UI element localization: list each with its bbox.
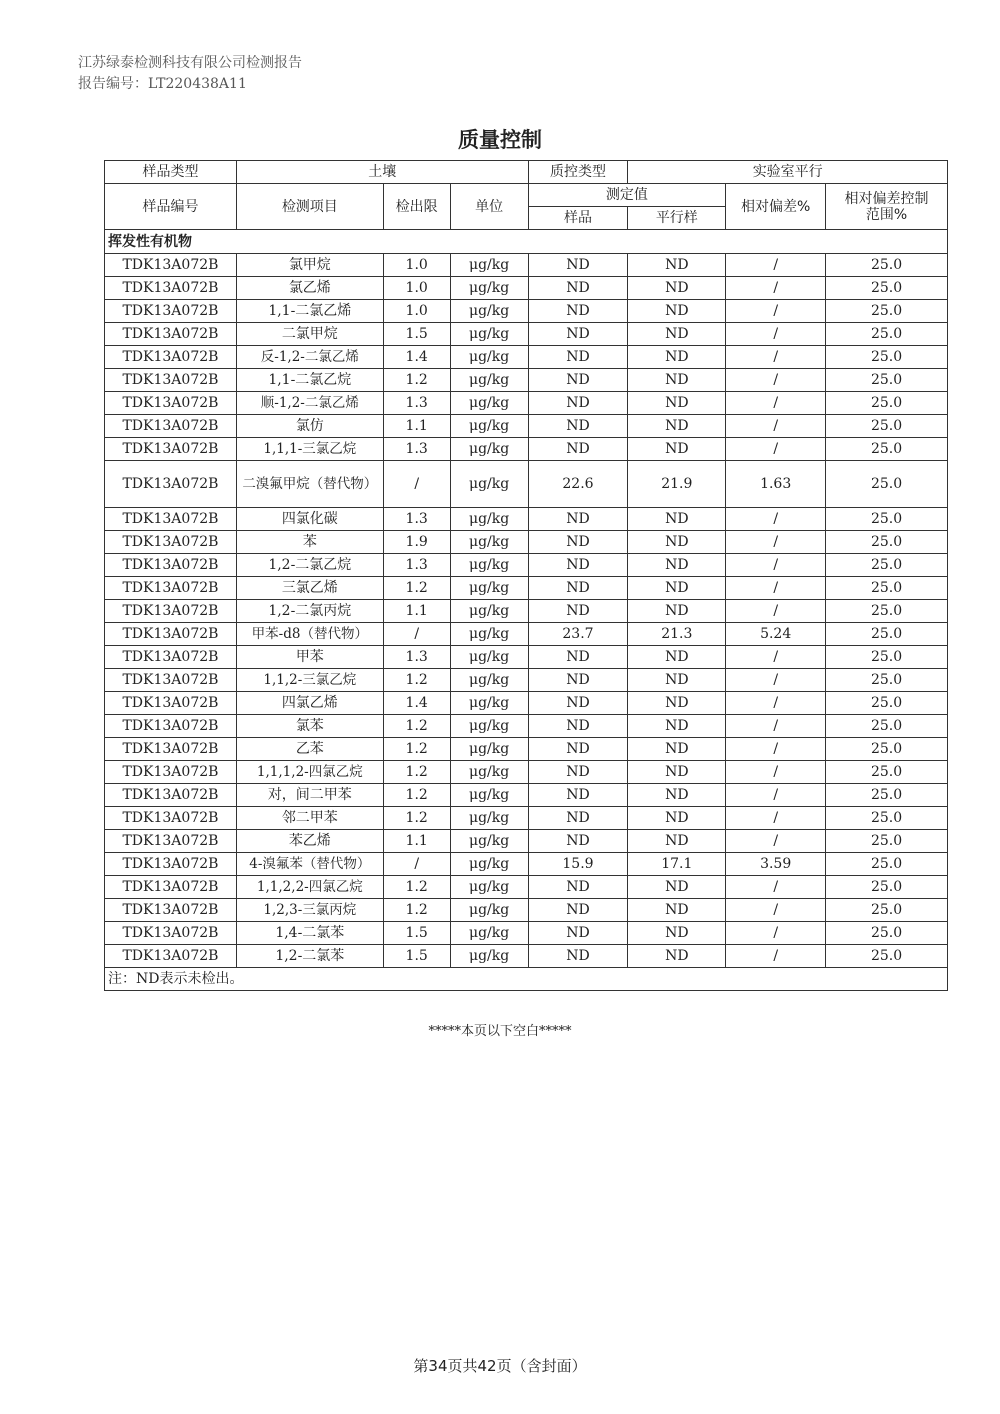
blank-below-note: *****本页以下空白***** xyxy=(428,1024,572,1039)
cell-relative-deviation: / xyxy=(726,692,826,715)
table-row xyxy=(105,646,948,669)
cell-parallel-value: ND xyxy=(628,807,726,830)
cell-deviation-range: 25.0 xyxy=(826,277,948,300)
table-row xyxy=(105,254,948,277)
cell-item: 1,1,2-三氯乙烷 xyxy=(236,669,383,692)
table-row xyxy=(105,715,948,738)
cell-parallel-value: 17.1 xyxy=(628,853,726,876)
cell-sample-value: ND xyxy=(528,277,628,300)
cell-deviation-range: 25.0 xyxy=(826,554,948,577)
table-row xyxy=(105,461,948,508)
table-row xyxy=(105,807,948,830)
cell-deviation-range: 25.0 xyxy=(826,369,948,392)
cell-item: 乙苯 xyxy=(236,738,383,761)
col-measured: 测定值 xyxy=(528,184,726,207)
cell-unit: μg/kg xyxy=(450,577,528,600)
cell-unit: μg/kg xyxy=(450,692,528,715)
cell-relative-deviation: / xyxy=(726,761,826,784)
cell-sample-id: TDK13A072B xyxy=(105,853,237,876)
col-limit: 检出限 xyxy=(383,184,450,230)
cell-relative-deviation: 1.63 xyxy=(726,461,826,508)
cell-sample-id: TDK13A072B xyxy=(105,761,237,784)
cell-sample-value: ND xyxy=(528,830,628,853)
cell-unit: μg/kg xyxy=(450,853,528,876)
cell-unit: μg/kg xyxy=(450,945,528,968)
table-row xyxy=(105,623,948,646)
cell-item: 二氯甲烷 xyxy=(236,323,383,346)
cell-sample-id: TDK13A072B xyxy=(105,323,237,346)
cell-relative-deviation: / xyxy=(726,369,826,392)
cell-sample-id: TDK13A072B xyxy=(105,508,237,531)
qc-type-value: 实验室平行 xyxy=(628,161,948,184)
cell-relative-deviation: / xyxy=(726,738,826,761)
cell-unit: μg/kg xyxy=(450,415,528,438)
table-row xyxy=(105,323,948,346)
cell-deviation-range: 25.0 xyxy=(826,738,948,761)
table-row xyxy=(105,346,948,369)
cell-parallel-value: ND xyxy=(628,876,726,899)
cell-detection-limit: 1.5 xyxy=(383,922,450,945)
cell-parallel-value: ND xyxy=(628,646,726,669)
cell-item: 1,2-二氯乙烷 xyxy=(236,554,383,577)
cell-detection-limit: 1.2 xyxy=(383,738,450,761)
cell-relative-deviation: / xyxy=(726,600,826,623)
cell-relative-deviation: / xyxy=(726,945,826,968)
cell-unit: μg/kg xyxy=(450,876,528,899)
cell-parallel-value: ND xyxy=(628,738,726,761)
cell-unit: μg/kg xyxy=(450,922,528,945)
cell-sample-value: ND xyxy=(528,531,628,554)
cell-deviation-range: 25.0 xyxy=(826,415,948,438)
page-footer: 第34页共42页（含封面） xyxy=(413,1357,587,1375)
table-row xyxy=(105,415,948,438)
table-row xyxy=(105,922,948,945)
cell-deviation-range: 25.0 xyxy=(826,669,948,692)
cell-item: 氯苯 xyxy=(236,715,383,738)
cell-detection-limit: 1.4 xyxy=(383,692,450,715)
cell-detection-limit: 1.0 xyxy=(383,254,450,277)
cell-detection-limit: 1.3 xyxy=(383,508,450,531)
cell-sample-id: TDK13A072B xyxy=(105,300,237,323)
cell-sample-value: ND xyxy=(528,876,628,899)
cell-relative-deviation: 3.59 xyxy=(726,853,826,876)
cell-detection-limit: 1.5 xyxy=(383,945,450,968)
cell-sample-value: ND xyxy=(528,508,628,531)
cell-parallel-value: ND xyxy=(628,899,726,922)
table-note: 注：ND表示未检出。 xyxy=(105,968,948,991)
cell-item: 1,2-二氯丙烷 xyxy=(236,600,383,623)
report-number: 报告编号：LT220438A11 xyxy=(78,76,247,92)
cell-sample-value: ND xyxy=(528,369,628,392)
company-header: 江苏绿泰检测科技有限公司检测报告 xyxy=(78,55,302,71)
cell-sample-value: ND xyxy=(528,738,628,761)
cell-unit: μg/kg xyxy=(450,646,528,669)
cell-parallel-value: ND xyxy=(628,784,726,807)
col-item: 检测项目 xyxy=(236,184,383,230)
cell-item: 二溴氟甲烷（替代物） xyxy=(236,461,383,508)
cell-unit: μg/kg xyxy=(450,346,528,369)
cell-deviation-range: 25.0 xyxy=(826,461,948,508)
cell-detection-limit: 1.2 xyxy=(383,715,450,738)
cell-detection-limit: 1.2 xyxy=(383,899,450,922)
cell-item: 顺-1,2-二氯乙烯 xyxy=(236,392,383,415)
cell-deviation-range: 25.0 xyxy=(826,531,948,554)
cell-item: 四氯乙烯 xyxy=(236,692,383,715)
cell-sample-id: TDK13A072B xyxy=(105,876,237,899)
cell-parallel-value: ND xyxy=(628,392,726,415)
cell-detection-limit: 1.2 xyxy=(383,577,450,600)
cell-detection-limit: 1.3 xyxy=(383,554,450,577)
table-row xyxy=(105,554,948,577)
cell-relative-deviation: / xyxy=(726,438,826,461)
cell-sample-id: TDK13A072B xyxy=(105,554,237,577)
cell-sample-value: ND xyxy=(528,922,628,945)
table-row xyxy=(105,738,948,761)
cell-sample-value: ND xyxy=(528,415,628,438)
cell-deviation-range: 25.0 xyxy=(826,300,948,323)
cell-sample-id: TDK13A072B xyxy=(105,738,237,761)
cell-sample-id: TDK13A072B xyxy=(105,531,237,554)
cell-sample-id: TDK13A072B xyxy=(105,438,237,461)
cell-detection-limit: 1.3 xyxy=(383,438,450,461)
cell-sample-id: TDK13A072B xyxy=(105,646,237,669)
cell-detection-limit: / xyxy=(383,853,450,876)
table-row xyxy=(105,945,948,968)
cell-detection-limit: 1.2 xyxy=(383,669,450,692)
cell-deviation-range: 25.0 xyxy=(826,899,948,922)
cell-detection-limit: 1.9 xyxy=(383,531,450,554)
table-row xyxy=(105,277,948,300)
cell-sample-id: TDK13A072B xyxy=(105,369,237,392)
cell-parallel-value: 21.9 xyxy=(628,461,726,508)
cell-relative-deviation: / xyxy=(726,646,826,669)
cell-parallel-value: ND xyxy=(628,922,726,945)
cell-parallel-value: 21.3 xyxy=(628,623,726,646)
cell-unit: μg/kg xyxy=(450,461,528,508)
cell-sample-id: TDK13A072B xyxy=(105,254,237,277)
cell-sample-value: ND xyxy=(528,438,628,461)
col-sample-id: 样品编号 xyxy=(105,184,237,230)
cell-unit: μg/kg xyxy=(450,392,528,415)
cell-detection-limit: 1.3 xyxy=(383,646,450,669)
cell-detection-limit: 1.0 xyxy=(383,277,450,300)
cell-sample-value: ND xyxy=(528,761,628,784)
cell-sample-value: ND xyxy=(528,646,628,669)
cell-item: 1,1,2,2-四氯乙烷 xyxy=(236,876,383,899)
cell-item: 苯乙烯 xyxy=(236,830,383,853)
table-row xyxy=(105,392,948,415)
cell-relative-deviation: / xyxy=(726,300,826,323)
cell-sample-id: TDK13A072B xyxy=(105,692,237,715)
cell-detection-limit: 1.0 xyxy=(383,300,450,323)
cell-item: 三氯乙烯 xyxy=(236,577,383,600)
cell-unit: μg/kg xyxy=(450,254,528,277)
cell-deviation-range: 25.0 xyxy=(826,853,948,876)
cell-sample-id: TDK13A072B xyxy=(105,346,237,369)
cell-sample-id: TDK13A072B xyxy=(105,277,237,300)
cell-sample-id: TDK13A072B xyxy=(105,669,237,692)
cell-parallel-value: ND xyxy=(628,761,726,784)
cell-unit: μg/kg xyxy=(450,715,528,738)
cell-sample-value: ND xyxy=(528,323,628,346)
cell-deviation-range: 25.0 xyxy=(826,346,948,369)
cell-parallel-value: ND xyxy=(628,554,726,577)
cell-unit: μg/kg xyxy=(450,508,528,531)
cell-unit: μg/kg xyxy=(450,300,528,323)
cell-detection-limit: 1.2 xyxy=(383,369,450,392)
cell-unit: μg/kg xyxy=(450,830,528,853)
cell-item: 氯甲烷 xyxy=(236,254,383,277)
cell-item: 苯 xyxy=(236,531,383,554)
cell-sample-value: ND xyxy=(528,945,628,968)
cell-item: 1,1,1-三氯乙烷 xyxy=(236,438,383,461)
cell-unit: μg/kg xyxy=(450,669,528,692)
cell-parallel-value: ND xyxy=(628,577,726,600)
cell-parallel-value: ND xyxy=(628,830,726,853)
cell-detection-limit: 1.1 xyxy=(383,600,450,623)
cell-parallel-value: ND xyxy=(628,669,726,692)
cell-deviation-range: 25.0 xyxy=(826,508,948,531)
cell-deviation-range: 25.0 xyxy=(826,830,948,853)
cell-sample-id: TDK13A072B xyxy=(105,807,237,830)
cell-sample-id: TDK13A072B xyxy=(105,600,237,623)
cell-deviation-range: 25.0 xyxy=(826,254,948,277)
cell-detection-limit: 1.1 xyxy=(383,830,450,853)
cell-relative-deviation: / xyxy=(726,784,826,807)
cell-relative-deviation: / xyxy=(726,508,826,531)
cell-detection-limit: / xyxy=(383,623,450,646)
cell-deviation-range: 25.0 xyxy=(826,646,948,669)
cell-sample-value: ND xyxy=(528,300,628,323)
cell-unit: μg/kg xyxy=(450,899,528,922)
cell-deviation-range: 25.0 xyxy=(826,807,948,830)
table-row xyxy=(105,531,948,554)
cell-relative-deviation: / xyxy=(726,922,826,945)
cell-relative-deviation: 5.24 xyxy=(726,623,826,646)
cell-sample-value: 23.7 xyxy=(528,623,628,646)
cell-item: 邻二甲苯 xyxy=(236,807,383,830)
cell-unit: μg/kg xyxy=(450,438,528,461)
table-row xyxy=(105,853,948,876)
cell-deviation-range: 25.0 xyxy=(826,715,948,738)
cell-item: 1,1,1,2-四氯乙烷 xyxy=(236,761,383,784)
col-deviation-range: 相对偏差控制范围% xyxy=(826,184,948,230)
cell-detection-limit: 1.4 xyxy=(383,346,450,369)
table-row xyxy=(105,669,948,692)
cell-deviation-range: 25.0 xyxy=(826,922,948,945)
col-parallel: 平行样 xyxy=(628,207,726,230)
cell-deviation-range: 25.0 xyxy=(826,600,948,623)
cell-sample-value: ND xyxy=(528,692,628,715)
cell-sample-id: TDK13A072B xyxy=(105,830,237,853)
table-row xyxy=(105,300,948,323)
cell-item: 氯仿 xyxy=(236,415,383,438)
cell-parallel-value: ND xyxy=(628,508,726,531)
cell-sample-id: TDK13A072B xyxy=(105,623,237,646)
cell-item: 1,1-二氯乙烷 xyxy=(236,369,383,392)
cell-detection-limit: 1.2 xyxy=(383,784,450,807)
cell-relative-deviation: / xyxy=(726,669,826,692)
cell-deviation-range: 25.0 xyxy=(826,692,948,715)
cell-unit: μg/kg xyxy=(450,738,528,761)
cell-item: 1,2-二氯苯 xyxy=(236,945,383,968)
cell-item: 甲苯 xyxy=(236,646,383,669)
cell-relative-deviation: / xyxy=(726,346,826,369)
cell-sample-id: TDK13A072B xyxy=(105,392,237,415)
cell-sample-id: TDK13A072B xyxy=(105,461,237,508)
cell-relative-deviation: / xyxy=(726,415,826,438)
cell-unit: μg/kg xyxy=(450,600,528,623)
cell-sample-value: ND xyxy=(528,346,628,369)
cell-relative-deviation: / xyxy=(726,554,826,577)
cell-relative-deviation: / xyxy=(726,577,826,600)
table-row xyxy=(105,577,948,600)
cell-item: 甲苯-d8（替代物） xyxy=(236,623,383,646)
table-row xyxy=(105,899,948,922)
cell-sample-id: TDK13A072B xyxy=(105,577,237,600)
cell-relative-deviation: / xyxy=(726,899,826,922)
cell-relative-deviation: / xyxy=(726,715,826,738)
table-row xyxy=(105,784,948,807)
cell-relative-deviation: / xyxy=(726,323,826,346)
table-row xyxy=(105,600,948,623)
cell-relative-deviation: / xyxy=(726,531,826,554)
cell-deviation-range: 25.0 xyxy=(826,784,948,807)
cell-detection-limit: 1.3 xyxy=(383,392,450,415)
col-relative-deviation: 相对偏差% xyxy=(726,184,826,230)
cell-sample-value: ND xyxy=(528,669,628,692)
cell-relative-deviation: / xyxy=(726,277,826,300)
table-row xyxy=(105,508,948,531)
cell-sample-value: 22.6 xyxy=(528,461,628,508)
cell-parallel-value: ND xyxy=(628,600,726,623)
cell-unit: μg/kg xyxy=(450,277,528,300)
sample-type-value: 土壤 xyxy=(236,161,528,184)
cell-sample-value: ND xyxy=(528,715,628,738)
cell-deviation-range: 25.0 xyxy=(826,876,948,899)
cell-parallel-value: ND xyxy=(628,300,726,323)
cell-unit: μg/kg xyxy=(450,323,528,346)
cell-sample-value: 15.9 xyxy=(528,853,628,876)
cell-parallel-value: ND xyxy=(628,415,726,438)
table-row xyxy=(105,692,948,715)
cell-parallel-value: ND xyxy=(628,369,726,392)
cell-deviation-range: 25.0 xyxy=(826,438,948,461)
cell-parallel-value: ND xyxy=(628,438,726,461)
cell-sample-id: TDK13A072B xyxy=(105,899,237,922)
cell-sample-id: TDK13A072B xyxy=(105,715,237,738)
cell-parallel-value: ND xyxy=(628,692,726,715)
cell-item: 1,4-二氯苯 xyxy=(236,922,383,945)
qc-type-label: 质控类型 xyxy=(528,161,628,184)
table-row xyxy=(105,369,948,392)
col-sample: 样品 xyxy=(528,207,628,230)
cell-sample-value: ND xyxy=(528,899,628,922)
page-title: 质量控制 xyxy=(458,128,542,152)
cell-deviation-range: 25.0 xyxy=(826,577,948,600)
cell-unit: μg/kg xyxy=(450,554,528,577)
cell-detection-limit: / xyxy=(383,461,450,508)
cell-parallel-value: ND xyxy=(628,254,726,277)
cell-unit: μg/kg xyxy=(450,784,528,807)
cell-relative-deviation: / xyxy=(726,830,826,853)
cell-deviation-range: 25.0 xyxy=(826,623,948,646)
table-row xyxy=(105,761,948,784)
cell-detection-limit: 1.2 xyxy=(383,761,450,784)
cell-sample-id: TDK13A072B xyxy=(105,415,237,438)
cell-sample-value: ND xyxy=(528,577,628,600)
cell-detection-limit: 1.5 xyxy=(383,323,450,346)
cell-unit: μg/kg xyxy=(450,623,528,646)
cell-parallel-value: ND xyxy=(628,277,726,300)
cell-item: 1,2,3-三氯丙烷 xyxy=(236,899,383,922)
cell-deviation-range: 25.0 xyxy=(826,945,948,968)
cell-deviation-range: 25.0 xyxy=(826,761,948,784)
cell-unit: μg/kg xyxy=(450,807,528,830)
cell-sample-id: TDK13A072B xyxy=(105,922,237,945)
cell-parallel-value: ND xyxy=(628,945,726,968)
cell-sample-value: ND xyxy=(528,554,628,577)
cell-unit: μg/kg xyxy=(450,369,528,392)
table-row xyxy=(105,876,948,899)
cell-sample-value: ND xyxy=(528,807,628,830)
cell-parallel-value: ND xyxy=(628,531,726,554)
cell-item: 4-溴氟苯（替代物） xyxy=(236,853,383,876)
cell-relative-deviation: / xyxy=(726,876,826,899)
table-row xyxy=(105,438,948,461)
cell-detection-limit: 1.2 xyxy=(383,876,450,899)
col-unit: 单位 xyxy=(450,184,528,230)
cell-detection-limit: 1.1 xyxy=(383,415,450,438)
cell-item: 四氯化碳 xyxy=(236,508,383,531)
cell-relative-deviation: / xyxy=(726,807,826,830)
cell-sample-value: ND xyxy=(528,784,628,807)
cell-sample-value: ND xyxy=(528,392,628,415)
cell-parallel-value: ND xyxy=(628,715,726,738)
cell-unit: μg/kg xyxy=(450,531,528,554)
qc-table xyxy=(104,160,948,991)
cell-sample-id: TDK13A072B xyxy=(105,784,237,807)
cell-item: 氯乙烯 xyxy=(236,277,383,300)
cell-item: 对，间二甲苯 xyxy=(236,784,383,807)
table-row xyxy=(105,830,948,853)
cell-parallel-value: ND xyxy=(628,323,726,346)
cell-parallel-value: ND xyxy=(628,346,726,369)
sample-type-label: 样品类型 xyxy=(105,161,237,184)
cell-detection-limit: 1.2 xyxy=(383,807,450,830)
cell-sample-value: ND xyxy=(528,254,628,277)
cell-sample-value: ND xyxy=(528,600,628,623)
cell-deviation-range: 25.0 xyxy=(826,392,948,415)
cell-item: 1,1-二氯乙烯 xyxy=(236,300,383,323)
section-voc: 挥发性有机物 xyxy=(105,230,948,254)
cell-deviation-range: 25.0 xyxy=(826,323,948,346)
cell-item: 反-1,2-二氯乙烯 xyxy=(236,346,383,369)
cell-relative-deviation: / xyxy=(726,392,826,415)
cell-unit: μg/kg xyxy=(450,761,528,784)
cell-relative-deviation: / xyxy=(726,254,826,277)
cell-sample-id: TDK13A072B xyxy=(105,945,237,968)
